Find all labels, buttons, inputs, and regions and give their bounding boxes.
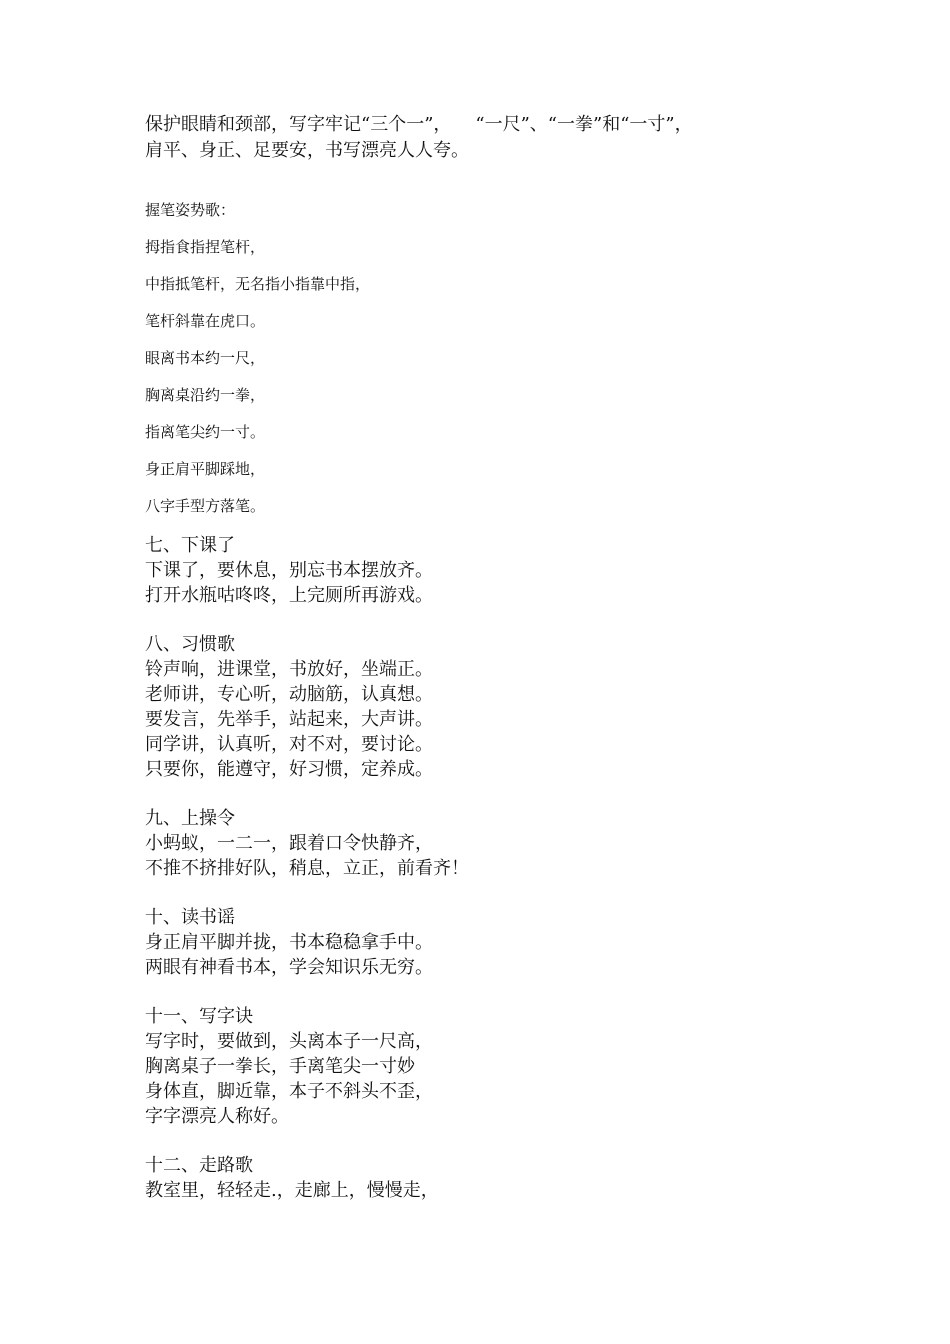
section-reading-rhyme	[145, 905, 865, 980]
grip-song-line: 眼离书本约一尺，	[145, 349, 266, 367]
section-heading: 九、上操令	[145, 808, 235, 829]
grip-song-line: 八字手型方落笔。	[145, 497, 266, 515]
section-line: 两眼有神看书本，学会知识乐无穷。	[145, 957, 433, 978]
section-line: 下课了，要休息，别忘书本摆放齐。	[145, 560, 433, 581]
section-after-class	[145, 533, 865, 608]
grip-song-line: 胸离桌沿约一拳，	[145, 386, 266, 404]
section-line: 打开水瓶咕咚咚，上完厕所再游戏。	[145, 585, 433, 606]
intro-block	[145, 112, 865, 164]
grip-song-line: 拇指食指捏笔杆，	[145, 238, 266, 256]
document-page	[145, 112, 865, 1203]
section-line: 老师讲，专心听，动脑筋，认真想。	[145, 684, 433, 705]
section-heading: 十、读书谣	[145, 907, 235, 928]
section-heading: 十二、走路歌	[145, 1155, 253, 1176]
section-line: 只要你，能遵守，好习惯，定养成。	[145, 759, 433, 780]
section-heading: 十一、写字诀	[145, 1006, 253, 1027]
section-line: 身体直，脚近靠，本子不斜头不歪，	[145, 1081, 433, 1102]
section-line: 铃声响，进课堂，书放好，坐端正。	[145, 659, 433, 680]
grip-song-line: 笔杆斜靠在虎口。	[145, 312, 266, 330]
section-line: 不推不挤排好队，稍息，立正，前看齐！	[145, 858, 469, 879]
section-line: 身正肩平脚并拢，书本稳稳拿手中。	[145, 932, 433, 953]
section-heading: 七、下课了	[145, 535, 235, 556]
section-line: 写字时，要做到，头离本子一尺高，	[145, 1031, 433, 1052]
grip-song-line: 身正肩平脚踩地，	[145, 460, 266, 478]
section-line: 教室里，轻轻走.，走廊上，慢慢走，	[145, 1180, 439, 1201]
intro-line-1-part-a: 保护眼睛和颈部，写字牢记“三个一”，	[145, 114, 452, 135]
grip-song-line: 中指抵笔杆，无名指小指靠中指，	[145, 275, 371, 293]
intro-line-2: 肩平、身正、足要安，书写漂亮人人夸。	[145, 140, 469, 161]
grip-song	[145, 200, 865, 516]
section-line: 字字漂亮人称好。	[145, 1106, 289, 1127]
section-habit-song	[145, 632, 865, 782]
section-line: 小蚂蚁，一二一，跟着口令快静齐，	[145, 833, 433, 854]
section-exercise-order	[145, 806, 865, 881]
section-line: 要发言，先举手，站起来，大声讲。	[145, 709, 433, 730]
intro-line-1-part-b: “一尺”、“一拳”和“一寸”，	[475, 114, 693, 135]
section-line: 胸离桌子一拳长，手离笔尖一寸妙	[145, 1056, 415, 1077]
grip-song-title: 握笔姿势歌：	[145, 201, 236, 219]
section-line: 同学讲，认真听，对不对，要讨论。	[145, 734, 433, 755]
section-walking-song	[145, 1153, 865, 1203]
intro-line-1	[145, 112, 865, 138]
grip-song-line: 指离笔尖约一寸。	[145, 423, 266, 441]
section-heading: 八、习惯歌	[145, 634, 235, 655]
section-writing-tips	[145, 1004, 865, 1129]
